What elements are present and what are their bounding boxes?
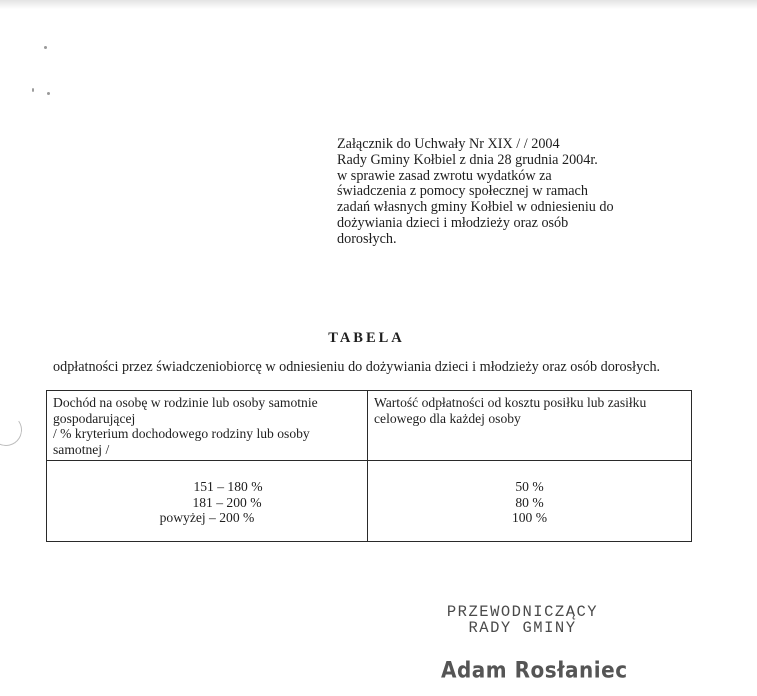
header-note-line: Rady Gminy Kołbiel z dnia 28 grudnia 2004r. — [337, 151, 598, 168]
income-range: 181 – 200 % — [192, 494, 262, 510]
fee-value-list — [374, 465, 685, 526]
attachment-header-note — [337, 137, 667, 248]
income-range-list — [53, 465, 361, 526]
scan-speck — [44, 46, 47, 49]
fee-value: 80 % — [515, 494, 544, 510]
fee-header-cell — [368, 391, 692, 461]
fee-value: 50 % — [515, 479, 544, 494]
fee-value: 100 % — [511, 510, 548, 525]
income-header-line: gospodarującej — [53, 410, 136, 426]
table-row — [47, 461, 692, 542]
income-header-line: / % kryterium dochodowego rodziny lub osoby — [53, 426, 310, 441]
income-header-cell — [47, 391, 368, 461]
stamp-line: RADY GMINY — [468, 619, 577, 637]
fee-value-cell — [368, 461, 692, 542]
punch-hole — [0, 411, 25, 448]
income-range-cell — [47, 461, 368, 542]
fee-table — [46, 390, 692, 542]
fee-header-line: Wartość odpłatności od kosztu posiłku lub zasiłku — [374, 395, 647, 410]
fee-header-line: celowego dla każdej osoby — [374, 410, 521, 426]
table-title: TABELA — [328, 330, 405, 346]
signature-name: Adam Rosłaniec — [441, 656, 628, 684]
scan-speck — [47, 92, 50, 95]
table-header-row — [47, 391, 692, 461]
income-header-line: samotnej / — [53, 441, 110, 457]
income-range: powyżej – 200 % — [159, 510, 255, 525]
header-note-line: dożywiania dzieci i młodzieży oraz osób — [337, 214, 569, 231]
scan-speck — [32, 88, 34, 92]
header-note-line: dorosłych. — [337, 230, 397, 247]
income-range: 151 – 180 % — [193, 479, 263, 494]
header-note-line: w sprawie zasad zwrotu wydatków za — [337, 167, 552, 184]
header-note-line: świadczenia z pomocy społecznej w ramach — [337, 183, 588, 200]
scan-edge — [0, 0, 757, 9]
stamp-line: PRZEWODNICZĄCY — [446, 603, 599, 621]
chairman-stamp — [400, 604, 645, 636]
header-note-line: zadań własnych gminy Kołbiel w odniesieniu do — [337, 199, 614, 216]
income-header-line: Dochód na osobę w rodzinie lub osoby samotnie — [53, 395, 318, 410]
header-note-line: Załącznik do Uchwały Nr XIX / / 2004 — [337, 136, 560, 152]
table-caption: odpłatności przez świadczeniobiorcę w odniesieniu do dożywiania dzieci i młodzieży oraz osób dorosłych. — [53, 359, 661, 375]
